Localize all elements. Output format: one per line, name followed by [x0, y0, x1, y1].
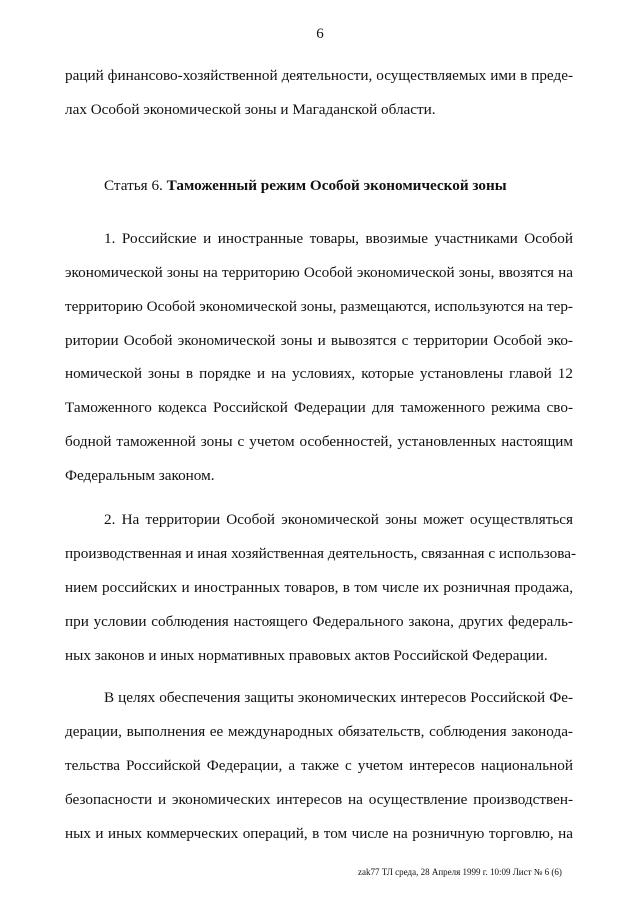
- paragraph3-line: тельства Российской Федерации, а также с учетом интересов национальной: [65, 757, 573, 774]
- article-label: Статья 6.: [104, 177, 163, 194]
- paragraph2-line: 2. На территории Особой экономической зоны может осуществляться: [104, 511, 573, 528]
- article-heading: [104, 176, 507, 196]
- paragraph2-line: при условии соблюдения настоящего Федерального закона, других федераль-: [65, 613, 573, 630]
- paragraph1-line: Федеральным законом.: [65, 467, 215, 484]
- intro-line: раций финансово-хозяйственной деятельности, осуществляемых ими в преде-: [65, 67, 573, 84]
- paragraph3-line: ных и иных коммерческих операций, в том числе на розничную торговлю, на: [65, 825, 573, 842]
- paragraph1-line: 1. Российские и иностранные товары, ввозимые участниками Особой: [104, 230, 573, 247]
- paragraph1-line: номической зоны в порядке и на условиях, которые установлены главой 12: [65, 365, 573, 382]
- page-number: 6: [316, 26, 324, 42]
- paragraph3-line: дерации, выполнения ее международных обязательств, соблюдения законода-: [65, 723, 573, 740]
- paragraph1-line: ритории Особой экономической зоны и вывозятся с территории Особой эко-: [65, 332, 573, 349]
- page-footer: zak77 ТЛ среда, 28 Апреля 1999 г. 10:09 Лист № 6 (6): [358, 867, 562, 877]
- paragraph1-line: экономической зоны на территорию Особой экономической зоны, ввозятся на: [65, 264, 573, 281]
- intro-line: лах Особой экономической зоны и Магаданской области.: [65, 101, 436, 118]
- paragraph3-line: безопасности и экономических интересов на осуществление производствен-: [65, 791, 573, 808]
- article-title: Таможенный режим Особой экономической зоны: [166, 177, 507, 194]
- paragraph1-line: территорию Особой экономической зоны, размещаются, используются на тер-: [65, 298, 573, 315]
- paragraph2-line: нием российских и иностранных товаров, в том числе их розничная продажа,: [65, 579, 573, 596]
- paragraph1-line: Таможенного кодекса Российской Федерации для таможенного режима сво-: [65, 399, 573, 416]
- paragraph2-line: ных законов и иных нормативных правовых актов Российской Федерации.: [65, 647, 548, 664]
- paragraph3-line: В целях обеспечения защиты экономических интересов Российской Фе-: [104, 689, 573, 706]
- paragraph1-line: бодной таможенной зоны с учетом особенностей, установленных настоящим: [65, 433, 573, 450]
- paragraph2-line: производственная и иная хозяйственная деятельность, связанная с использова-: [65, 545, 577, 562]
